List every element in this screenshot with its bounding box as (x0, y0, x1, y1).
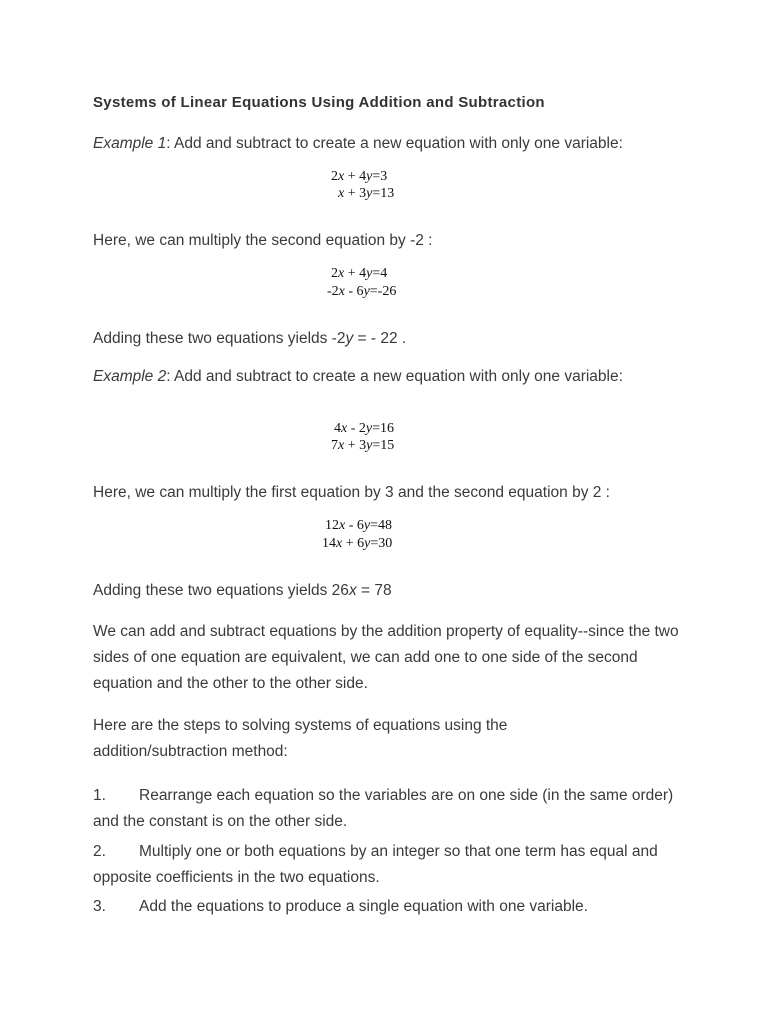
example1-text: : Add and subtract to create a new equation with only one variable: (166, 135, 623, 152)
example2-intro (93, 366, 653, 387)
step-2 (93, 839, 683, 891)
example1-equation-3: 2x + 4y=4 (331, 266, 388, 281)
example1-equation-1: 2x + 4y=3 (331, 169, 388, 184)
steps-intro: Here are the steps to solving systems of equations using the addition/subtraction method: (93, 717, 508, 760)
example1-result: Adding these two equations yields -2y = - 22 . (93, 330, 407, 347)
step-number: 1. (93, 787, 106, 804)
example1-equation-4: -2x - 6y=-26 (327, 284, 397, 299)
example1-intro (93, 133, 693, 154)
page-title: Systems of Linear Equations Using Addition and Subtraction (93, 94, 545, 111)
example2-multiply-text: Here, we can multiply the first equation by 3 and the second equation by 2 : (93, 484, 610, 501)
example2-equation-1: 4x - 2y=16 (334, 421, 395, 436)
step-1 (93, 783, 683, 835)
step-text: Add the equations to produce a single equation with one variable. (139, 898, 588, 915)
step-number: 2. (93, 843, 106, 860)
step-text: Rearrange each equation so the variables are on one side (in the same order) and the constant is on the other side. (93, 787, 674, 830)
step-number: 3. (93, 898, 106, 915)
example2-equation-4: 14x + 6y=30 (322, 536, 393, 551)
example2-equation-3: 12x - 6y=48 (325, 518, 393, 533)
step-text: Multiply one or both equations by an integer so that one term has equal and opposite coefficients in the two equations. (93, 843, 658, 886)
example1-label: Example 1 (93, 135, 167, 152)
step-3 (93, 894, 683, 920)
example1-multiply-text: Here, we can multiply the second equation by -2 : (93, 232, 433, 249)
example2-label: Example 2 (93, 368, 167, 385)
example2-equation-2: 7x + 3y=15 (331, 438, 395, 453)
explanation-paragraph: We can add and subtract equations by the addition property of equality--since the two sides of one equation are equivalent, we can add one to one side of the second equation and the other to the other side. (93, 623, 679, 692)
example1-equation-2: x + 3y=13 (338, 186, 395, 201)
example2-result: Adding these two equations yields 26x = 78 (93, 582, 392, 599)
example2-text: : Add and subtract to create a new equation with only one variable: (166, 368, 623, 385)
